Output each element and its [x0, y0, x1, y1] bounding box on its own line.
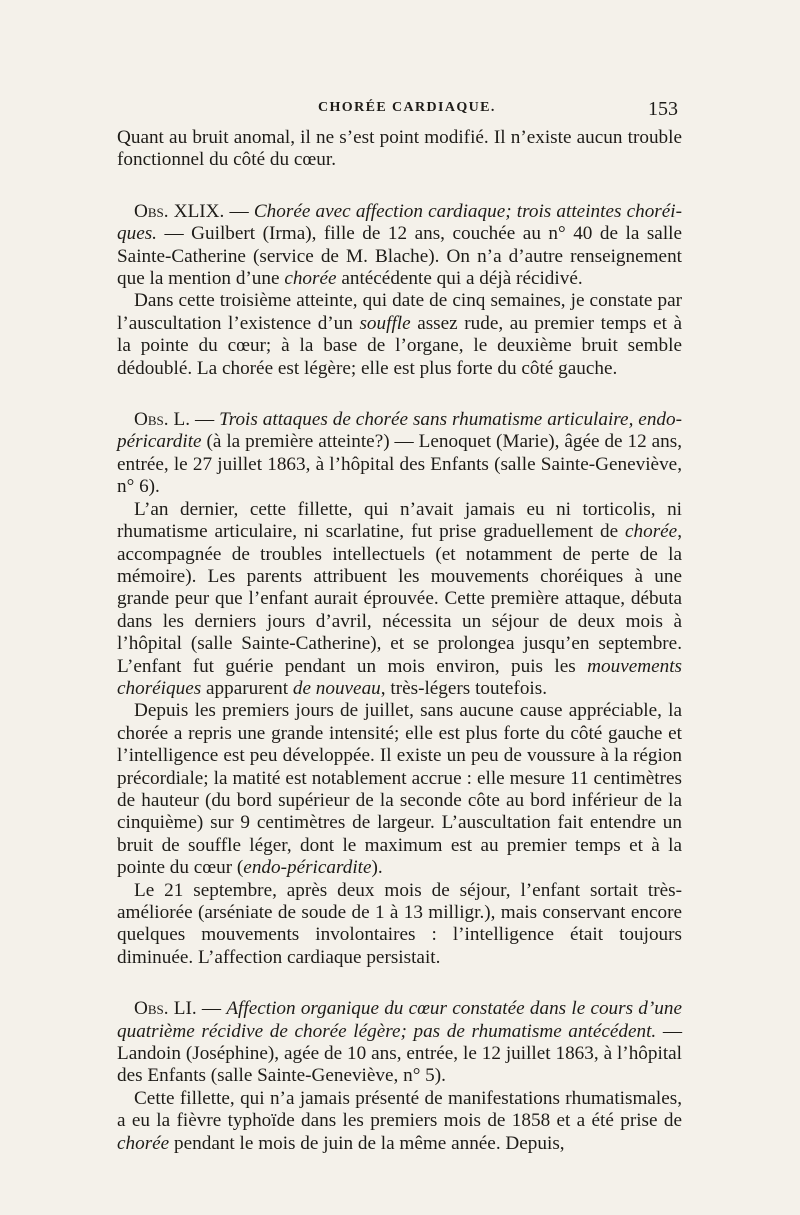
text-run: apparurent [201, 677, 293, 699]
italic-text: endo-péricardite [243, 857, 372, 879]
text-run: — Landoin (Joséphine), agée de 10 ans, entrée, le 12 juillet 1863, à l’hôpital des Enfants (salle Sainte-Geneviève, n° 5). [117, 1020, 683, 1087]
italic-text: chorée [624, 521, 678, 543]
paragraph-p6 [117, 880, 682, 970]
paragraph-p2 [117, 290, 682, 380]
observation-obs-50 [117, 409, 682, 499]
text-run: ). [371, 857, 383, 879]
text-run: Cette fillette, qui n’a jamais présenté de manifestations rhumatismales, a eu la fièvre typhoïde dans les premiers mois de 1858 et a été prise de [117, 1087, 682, 1132]
text-run: Le 21 septembre, après deux mois de séjour, l’enfant sortait très-améliorée (arséniate de soude de 1 à 13 milligr.), mais conservant encore quelques mouvements involontaires : l’intelligence était toujours diminuée. L’affection cardiaque persistait. [117, 879, 682, 968]
text-run: assez rude, au premier temps et à la pointe du cœur; à la base de l’organe, le deuxième bruit semble dédoublé. La chorée est légère; elle est plus forte du côté gauche. [117, 312, 683, 379]
observation-label: Obs. L. [134, 409, 191, 431]
paragraph-p8 [117, 1088, 682, 1155]
text-run: — [224, 200, 254, 222]
italic-text: Affection organique du cœur constatée dans le cours d’une quatrième récidive de chorée légère; pas de rhumatisme antécédent. [117, 998, 682, 1042]
text-run: — [190, 409, 220, 431]
text-run: — Guilbert (Irma), fille de 12 ans, couchée au n° 40 de la salle Sainte-Catherine (service de M. Blache). On n’a d’autre renseignement que la mention d’une [117, 223, 682, 290]
italic-text: souffle [359, 312, 411, 334]
text-run: Dans cette troisième atteinte, qui date de cinq semaines, je constate par l’auscultation l’existence d’un [117, 290, 682, 334]
italic-text: de nouveau [292, 677, 381, 699]
paragraph-p0 [117, 127, 682, 172]
observation-label: Obs. LI. [134, 998, 197, 1020]
text-run: — [196, 998, 227, 1020]
text-run: L’an dernier, cette fillette, qui n’avait jamais eu ni torticolis, ni rhumatisme articulaire, ni scarlatine, fut prise graduellement de [117, 498, 682, 543]
italic-text: mouvements choréiques [117, 655, 682, 699]
observation-label: Obs. XLIX. [134, 200, 225, 222]
italic-text: Trois attaques de chorée sans rhumatisme articulaire, endopéricardite [117, 409, 682, 453]
observation-obs-51 [117, 998, 682, 1088]
text-run: , très-légers toutefois. [380, 677, 548, 699]
italic-text: Chorée avec affection cardiaque; trois atteintes choréiques. [117, 200, 683, 245]
paragraph-p5 [117, 700, 682, 879]
paragraph-p4 [117, 499, 682, 701]
running-title: CHORÉE CARDIAQUE. [318, 100, 496, 115]
observation-obs-49 [117, 201, 682, 291]
text-run: , accompagnée de troubles intellectuels (et notamment de perte de la mémoire). Les parents attribuent les mouvements choréiques à une grande peur que l’enfant aurait éprouvée. Cette première attaque, débuta dans les derniers jours d’avril, nécessita un séjour de deux mois à l’hôpital (salle Sainte-Catherine), et se prolongea jusqu’en septembre. L’enfant fut guérie pendant un mois environ, puis les [117, 521, 682, 677]
body-text [117, 127, 682, 1155]
text-run: (à la première atteinte?) — Lenoquet (Marie), âgée de 12 ans, entrée, le 27 juillet 1863, à l’hôpital des Enfants (salle Sainte-Geneviève, n° 6). [117, 431, 682, 498]
text-run: Depuis les premiers jours de juillet, sans aucune cause appréciable, la chorée a repris une grande intensité; elle est plus forte du côté gauche et l’intelligence est peu développée. Il existe un peu de voussure à la région précordiale; la matité est notablement accrue : elle mesure 11 centimètres de hauteur (du bord supérieur de la seconde côte au bord inférieur de la cinquième) sur 9 centimètres de largeur. L’auscultation fait entendre un bruit de souffle léger, dont le maximum est au premier temps et à la pointe du cœur ( [117, 700, 682, 879]
text-run: Quant au bruit anomal, il ne s’est point modifié. Il n’existe aucun trouble fonctionnel du côté du cœur. [117, 127, 682, 171]
text-run: pendant le mois de juin de la même année. Depuis, [169, 1132, 565, 1154]
italic-text: chorée [284, 268, 337, 290]
page-number: 153 [648, 98, 678, 120]
italic-text: chorée [117, 1132, 170, 1154]
text-run: antécédente qui a déjà récidivé. [336, 268, 583, 290]
page-header [0, 98, 800, 122]
